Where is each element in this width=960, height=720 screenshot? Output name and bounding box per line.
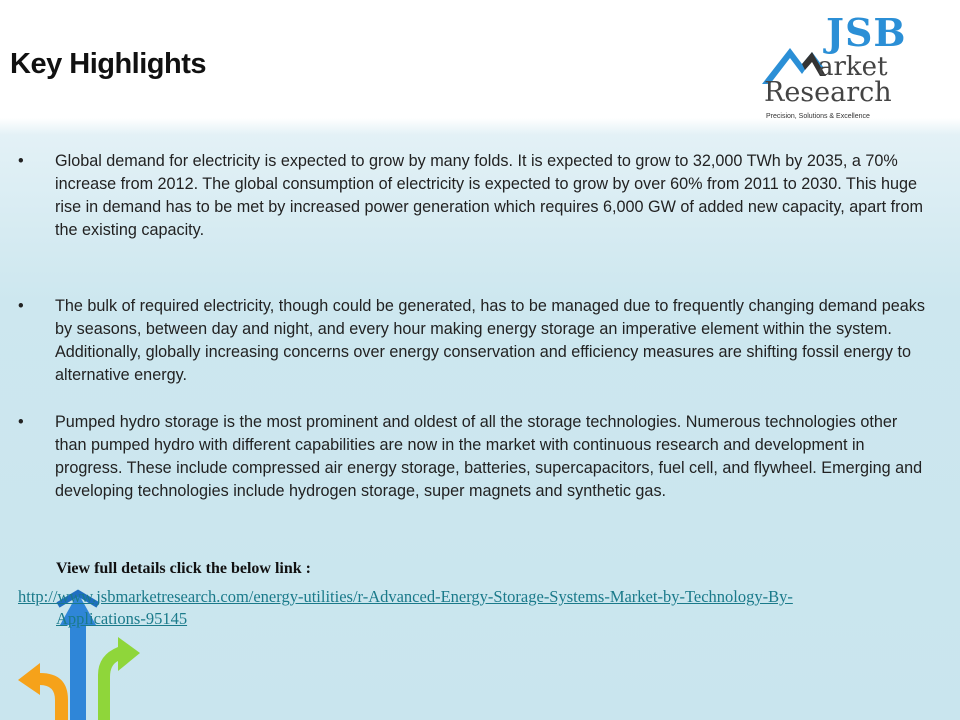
page-title: Key Highlights [10, 48, 207, 80]
list-item: • Pumped hydro storage is the most prominent and oldest of all the storage technologies. Numerous technologies other than pumped hydro with different capabilities are now in the market with continuous research and development in progress. These include compressed air energy storage, batteries, supercapacitors, fuel cell, and flywheel. Emerging and developing technologies include hydrogen storage, super magnets and synthetic gas. [18, 413, 923, 500]
highlights-list [18, 150, 933, 503]
jsb-logo: JSB arket Research Precision, Solutions & Excellence [764, 10, 907, 120]
view-details-label: View full details click the below link : [56, 560, 311, 577]
list-item: • Global demand for electricity is expected to grow by many folds. It is expected to grow to 32,000 TWh by 2035, a 70% increase from 2012. The global consumption of electricity is expected to grow by over 60% from 2011 to 2030. This huge rise in demand has to be met by increased power generation which requires 6,000 GW of added new capacity, apart from the existing capacity. [18, 152, 923, 239]
list-item: • The bulk of required electricity, though could be generated, has to be managed due to frequently changing demand peaks by seasons, between day and night, and every hour making energy storage an imperative element within the system. Additionally, globally increasing concerns over energy conservation and efficiency measures are shifting fossil energy to alternative energy. [18, 297, 925, 384]
report-link[interactable]: http://www.jsbmarketresearch.com/energy-utilities/r-Advanced-Energy-Storage-Systems-Market-by-Technology-By- Applications-95145 [18, 587, 793, 628]
